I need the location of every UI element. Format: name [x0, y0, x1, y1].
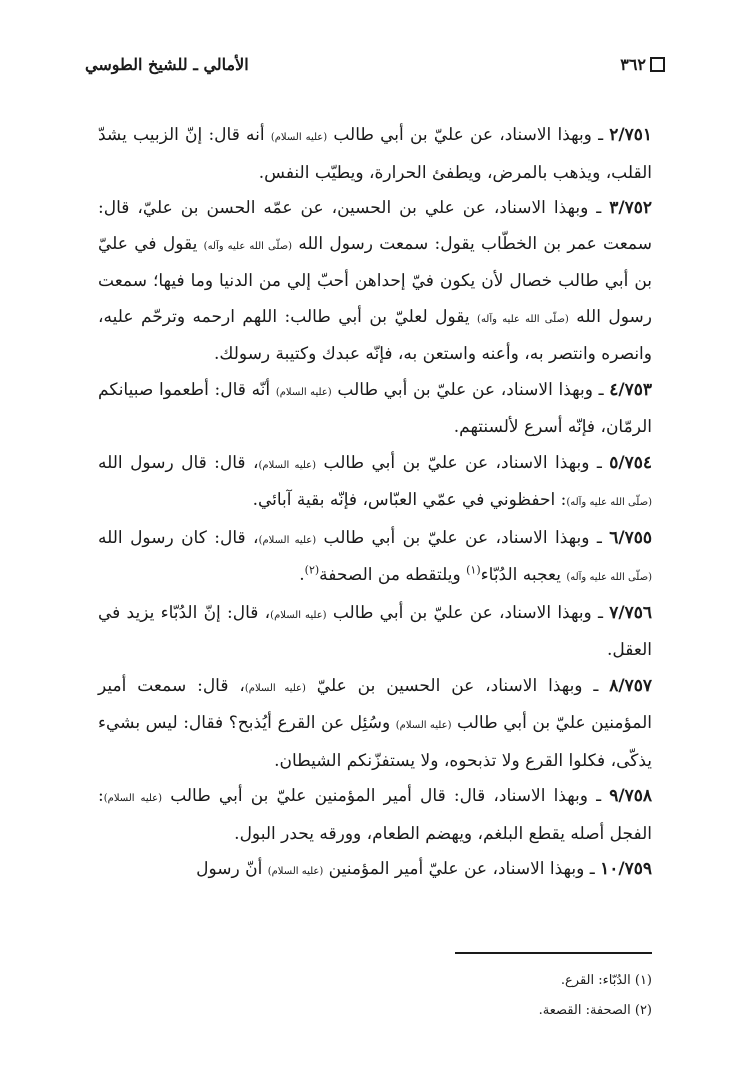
honorific: (عليه السلام) — [275, 386, 332, 398]
hadith-text: ـ وبهذا الاسناد، عن علي بن الحسين، عن عمّه الحسن بن عليّ، قال: سمعت عمر بن الخطّاب يقول: سمعت رسول الله — [98, 198, 653, 254]
honorific: (عليه السلام) — [258, 459, 317, 471]
hadith-number: ١٠/٧٥٩ — [600, 859, 652, 879]
hadith-number: ٣/٧٥٢ — [609, 198, 653, 218]
hadith-756 — [98, 596, 652, 669]
hadith-text: ـ وبهذا الاسناد، عن عليّ بن أبي طالب — [332, 602, 603, 623]
hadith-751 — [98, 118, 652, 191]
hadith-757 — [98, 669, 652, 780]
honorific: (عليه السلام) — [395, 720, 452, 731]
hadith-text: ـ وبهذا الاسناد، عن عليّ أمير المؤمنين — [328, 859, 595, 879]
honorific: (عليه السلام) — [267, 866, 324, 877]
hadith-753 — [98, 373, 652, 446]
hadith-754 — [98, 446, 652, 521]
honorific: (عليه السلام) — [258, 534, 317, 546]
hadith-text: أنّه قال: أطعموا صبيانكم الرمّان، فإنّه أسرع لألسنتهم. — [98, 379, 652, 437]
hadith-text: ، قال: إنّ الدُبّاء يزيد في العقل. — [98, 602, 652, 660]
honorific: (عليه السلام) — [270, 132, 328, 143]
hadith-number: ٩/٧٥٨ — [609, 786, 653, 806]
hadith-text: ، قال: كان رسول الله — [98, 527, 259, 548]
footnote-1: (١) الدُبّاء: القرع. — [560, 973, 652, 988]
page-number-group — [620, 55, 665, 74]
honorific: (صلّى الله عليه وآله) — [566, 497, 652, 508]
hadith-number: ٥/٧٥٤ — [609, 452, 653, 473]
honorific: (صلّى الله عليه وآله) — [566, 572, 652, 583]
hadith-text: وسُئِل عن القرع أيُذبح؟ فقال: ليس بشيء يذكّى، فكلوا القرع ولا تذبحوه، ولا يستفزّنكم الشيطان. — [98, 713, 652, 771]
footnotes — [98, 966, 652, 1026]
honorific: (عليه السلام) — [270, 609, 327, 621]
page-number: ٣٦٢ — [620, 54, 646, 74]
hadith-text: : الفجل أصله يقطع البلغم، ويهضم الطعام، وورقه يحدر البول. — [98, 786, 652, 844]
hadith-text: ـ وبهذا الاسناد، عن عليّ بن أبي طالب — [323, 452, 602, 473]
hadith-752 — [98, 191, 652, 373]
book-title: الأمالي ـ للشيخ الطوسي — [85, 54, 249, 74]
honorific: (عليه السلام) — [103, 793, 163, 804]
hadith-text: : احفظوني في عمّي العبّاس، فإنّه بقية آبائي. — [252, 490, 567, 510]
hadith-text: أنّ رسول — [196, 859, 263, 879]
square-marker-icon — [650, 57, 665, 72]
honorific: (عليه السلام) — [244, 682, 306, 694]
hadith-text: . — [299, 565, 305, 585]
page-header — [85, 50, 665, 78]
hadith-text: ـ وبهذا الاسناد، عن عليّ بن أبي طالب — [333, 125, 604, 145]
hadith-text: ـ وبهذا الاسناد، عن الحسين بن عليّ — [316, 675, 599, 696]
hadith-text: يعجبه الدُبّاء — [480, 565, 561, 585]
hadith-755 — [98, 521, 652, 596]
hadith-number: ٢/٧٥١ — [609, 125, 653, 145]
honorific: (صلّى الله عليه وآله) — [203, 240, 293, 252]
hadith-text: ، قال: سمعت أمير المؤمنين عليّ بن أبي طالب — [98, 675, 652, 733]
hadith-text: ـ وبهذا الاسناد، عن عليّ بن أبي طالب — [323, 527, 602, 548]
honorific: (صلّى الله عليه وآله) — [477, 313, 569, 325]
hadith-758 — [98, 779, 652, 852]
footnote-divider — [455, 952, 652, 954]
footnote-ref-1[interactable]: (١) — [466, 563, 481, 577]
footnote-ref-2[interactable]: (٢) — [304, 563, 320, 577]
hadith-number: ٧/٧٥٦ — [609, 602, 652, 623]
hadith-number: ٦/٧٥٥ — [609, 527, 652, 548]
hadith-text: يقول لعليّ بن أبي طالب: اللهم ارحمه وترحّم عليه، وانصره وانتصر به، وأعنه واستعن به، فإنّه عبدك وكتيبة رسولك. — [98, 306, 652, 364]
hadith-text: يقول في عليّ بن أبي طالب خصال لأن يكون فيّ إحداهن أحبّ إلي من الدنيا وما فيها؛ سمعت رسول الله — [98, 233, 652, 327]
hadith-number: ٤/٧٥٣ — [609, 379, 653, 400]
hadith-text: ، قال: قال رسول الله — [98, 452, 259, 473]
footnote-2: (٢) الصحفة: القصعة. — [538, 1003, 652, 1018]
hadith-759 — [98, 852, 652, 890]
hadith-text: أنه قال: إنّ الزبيب يشدّ القلب، ويذهب بالمرض، ويطفئ الحرارة، ويطيّب النفس. — [98, 125, 652, 183]
hadith-number: ٨/٧٥٧ — [609, 675, 653, 696]
hadith-text: ـ وبهذا الاسناد، قال: قال أمير المؤمنين عليّ بن أبي طالب — [170, 786, 602, 806]
hadith-text: ويلتقطه من الصحفة — [319, 565, 461, 585]
main-text — [98, 118, 652, 890]
hadith-text: ـ وبهذا الاسناد، عن عليّ بن أبي طالب — [337, 379, 604, 400]
